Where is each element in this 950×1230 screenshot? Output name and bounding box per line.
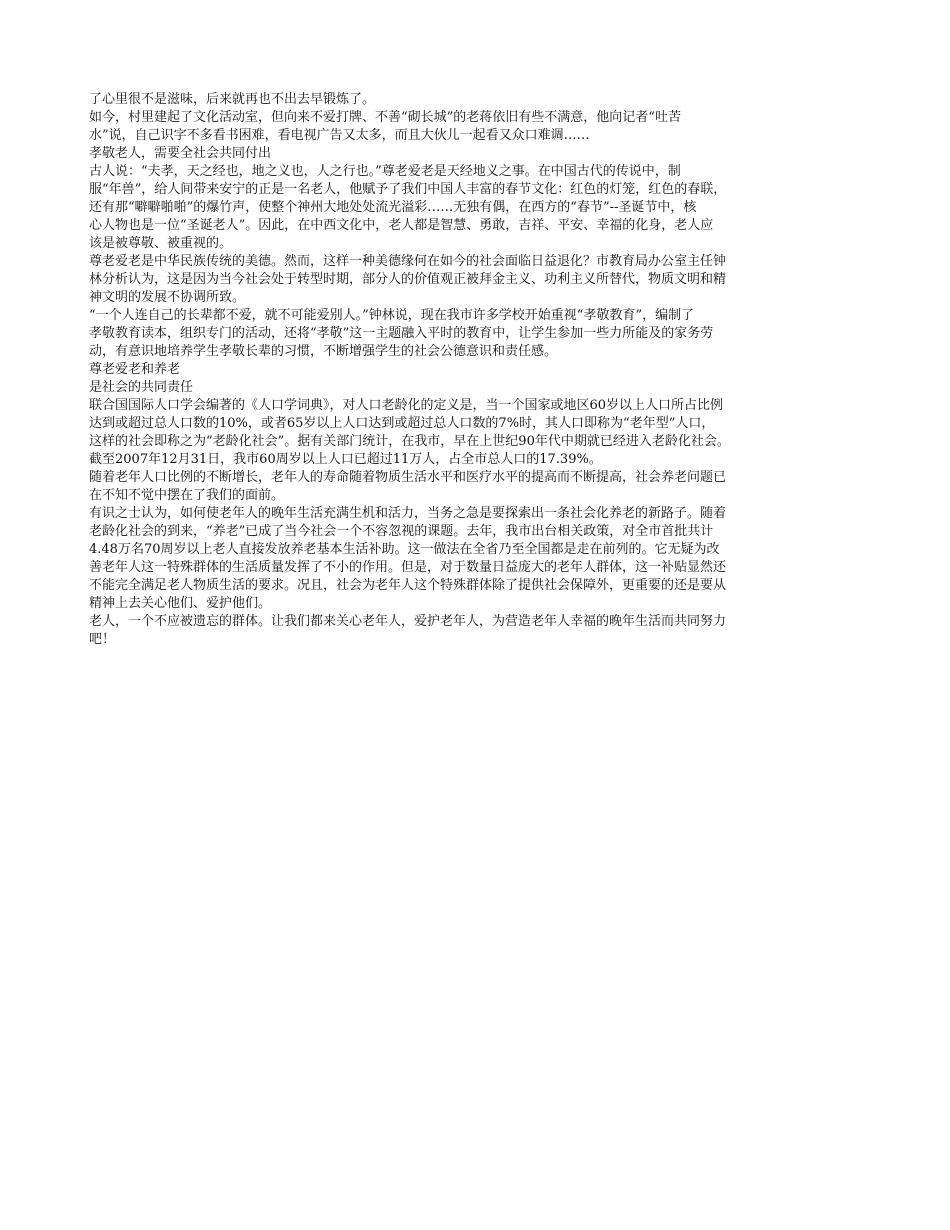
text-line: 动，有意识地培养学生孝敬长辈的习惯，不断增强学生的社会公德意识和责任感。 bbox=[89, 344, 558, 359]
text-line: 了心里很不是滋味，后来就再也不出去早锻炼了。 bbox=[89, 92, 376, 107]
text-line: 老人，一个不应被遗忘的群体。让我们都来关心老年人，爱护老年人，为营造老年人幸福的晚年生活而共同努力 bbox=[89, 614, 727, 629]
text-line: 林分析认为，这是因为当今社会处于转型时期，部分人的价值观正被拜金主义、功利主义所替代，物质文明和精 bbox=[89, 272, 727, 287]
text-line: 这样的社会即称之为“老龄化社会”。据有关部门统计，在我市，早在上世纪90年代中期就已经进入老龄化社会。 bbox=[89, 434, 730, 449]
text-line: 达到或超过总人口数的10%，或者65岁以上人口达到或超过总人口数的7%时，其人口即称为“老年型”人口， bbox=[89, 416, 715, 431]
text-line: 精神上去关心他们、爱护他们。 bbox=[89, 596, 272, 611]
text-line: 心人物也是一位“圣诞老人”。因此，在中西文化中，老人都是智慧、勇敢，吉祥、平安、幸福的化身，老人应 bbox=[89, 218, 714, 233]
text-line: 该是被尊敬、被重视的。 bbox=[89, 236, 233, 251]
text-line: 吧！ bbox=[89, 632, 116, 647]
text-line: 尊老爱老是中华民族传统的美德。然而，这样一种美德缘何在如今的社会面临日益退化？市教育局办公室主任钟 bbox=[89, 254, 727, 269]
text-line: 孝敬教育读本，组织专门的活动，还将“孝敬”这一主题融入平时的教育中，让学生参加一些力所能及的家务劳 bbox=[89, 326, 714, 341]
text-line: 服“年兽”，给人间带来安宁的正是一名老人，他赋予了我们中国人丰富的春节文化：红色的灯笼，红色的春联， bbox=[89, 182, 727, 197]
document-body bbox=[89, 91, 879, 649]
text-line: 不能完全满足老人物质生活的要求。况且，社会为老年人这个特殊群体除了提供社会保障外，更重要的还是要从 bbox=[89, 578, 727, 593]
text-line: 老龄化社会的到来，“养老”已成了当今社会一个不容忽视的课题。去年，我市出台相关政策，对全市首批共计 bbox=[89, 524, 714, 539]
text-line: 有识之士认为，如何使老年人的晚年生活充满生机和活力，当务之急是要探索出一条社会化养老的新路子。随着 bbox=[89, 506, 727, 521]
text-line: 如今，村里建起了文化活动室，但向来不爱打牌、不善“砌长城”的老蒋依旧有些不满意，他向记者“吐苦 bbox=[89, 110, 681, 125]
text-line: 神文明的发展不协调所致。 bbox=[89, 290, 246, 305]
text-line: 随着老年人口比例的不断增长，老年人的寿命随着物质生活水平和医疗水平的提高而不断提高，社会养老问题已 bbox=[89, 470, 727, 485]
section-heading: 孝敬老人，需要全社会共同付出 bbox=[89, 146, 272, 161]
text-line: 还有那“噼噼啪啪”的爆竹声，使整个神州大地处处流光溢彩……无独有偶，在西方的“春节”--圣诞节中，核 bbox=[89, 200, 697, 215]
section-heading: 尊老爱老和养老 bbox=[89, 362, 181, 377]
text-line: 水”说，自己识字不多看书困难，看电视广告又太多，而且大伙儿一起看又众口难调…… bbox=[89, 128, 590, 143]
text-line: 截至2007年12月31日，我市60周岁以上人口已超过11万人，占全市总人口的17.39%。 bbox=[89, 452, 602, 467]
text-line: “一个人连自己的长辈都不爱，就不可能爱别人。”钟林说，现在我市许多学校开始重视“孝敬教育”，编制了 bbox=[89, 308, 695, 323]
text-line: 在不知不觉中摆在了我们的面前。 bbox=[89, 488, 285, 503]
section-heading: 是社会的共同责任 bbox=[89, 380, 194, 395]
text-line: 善老年人这一特殊群体的生活质量发挥了不小的作用。但是，对于数量日益庞大的老年人群体，这一补贴显然还 bbox=[89, 560, 727, 575]
text-line: 联合国国际人口学会编著的《人口学词典》，对人口老龄化的定义是，当一个国家或地区60岁以上人口所占比例 bbox=[89, 398, 724, 413]
text-line: 古人说：“夫孝，天之经也，地之义也，人之行也。”尊老爱老是天经地义之事。在中国古代的传说中，制 bbox=[89, 164, 681, 179]
text-line: 4.48万名70周岁以上老人直接发放养老基本生活补助。这一做法在全省乃至全国都是走在前列的。它无疑为改 bbox=[89, 542, 720, 557]
